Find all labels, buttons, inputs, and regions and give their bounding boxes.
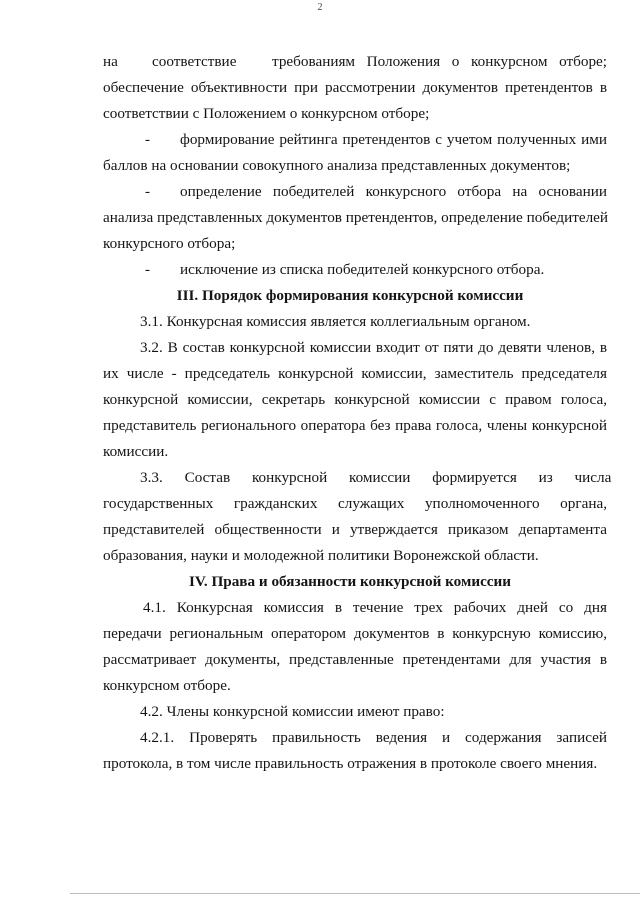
- section-heading: III. Порядок формирования конкурсной комиссии: [176, 287, 524, 304]
- section-heading: IV. Права и обязанности конкурсной комиссии: [188, 573, 512, 590]
- text-line: 4.2. Члены конкурсной комиссии имеют право:: [140, 703, 445, 720]
- text-line: 3.3. Состав конкурсной комиссии формируется из числа: [140, 469, 612, 486]
- text-line: представителей общественности и утверждается приказом департамента: [103, 521, 607, 538]
- text-line: комиссии.: [103, 443, 169, 460]
- text-line: 4.2.1. Проверять правильность ведения и содержания записей: [140, 729, 607, 746]
- text-line: рассматривает документы, представленные претендентами для участия в: [103, 651, 607, 668]
- list-item-line: формирование рейтинга претендентов с учетом полученных ими: [180, 131, 607, 148]
- page-number: 2: [317, 2, 323, 13]
- list-bullet: -: [145, 184, 150, 200]
- list-item-line: определение победителей конкурсного отбора на основании: [180, 183, 607, 200]
- text-line: конкурсном отборе.: [103, 677, 231, 694]
- text-line: 3.2. В состав конкурсной комиссии входит от пяти до девяти членов, в: [140, 339, 607, 356]
- text-line: соответствии с Положением о конкурсном отборе;: [103, 105, 430, 122]
- text-line: образования, науки и молодежной политики Воронежской области.: [103, 547, 539, 564]
- list-item-line: исключение из списка победителей конкурсного отбора.: [180, 261, 545, 278]
- text-line: обеспечение объективности при рассмотрении документов претендентов в: [103, 79, 607, 96]
- list-item-line: анализа представленных документов претендентов, определение победителей: [103, 209, 609, 226]
- text-line: на: [103, 53, 118, 70]
- text-line: протокола, в том числе правильность отражения в протоколе своего мнения.: [103, 755, 598, 772]
- list-item-line: конкурсного отбора;: [103, 235, 236, 252]
- list-bullet: -: [145, 132, 150, 148]
- text-line: 3.1. Конкурсная комиссия является коллегиальным органом.: [140, 313, 531, 330]
- list-bullet: -: [145, 262, 150, 278]
- scan-edge-divider: [70, 893, 640, 894]
- text-line: 4.1. Конкурсная комиссия в течение трех рабочих дней со дня: [143, 599, 607, 616]
- text-line: государственных гражданских служащих уполномоченного органа,: [103, 495, 607, 512]
- list-item-line: баллов на основании совокупного анализа представленных документов;: [103, 157, 571, 174]
- text-line: передачи региональным оператором документов в конкурсную комиссию,: [103, 625, 607, 642]
- text-line: их числе - председатель конкурсной комиссии, заместитель председателя: [103, 365, 607, 382]
- text-line: требованиям Положения о конкурсном отборе;: [272, 53, 607, 70]
- text-line: соответствие: [152, 53, 237, 70]
- text-line: представитель регионального оператора без права голоса, члены конкурсной: [103, 417, 607, 434]
- text-line: конкурсной комиссии, секретарь конкурсной комиссии с правом голоса,: [103, 391, 607, 408]
